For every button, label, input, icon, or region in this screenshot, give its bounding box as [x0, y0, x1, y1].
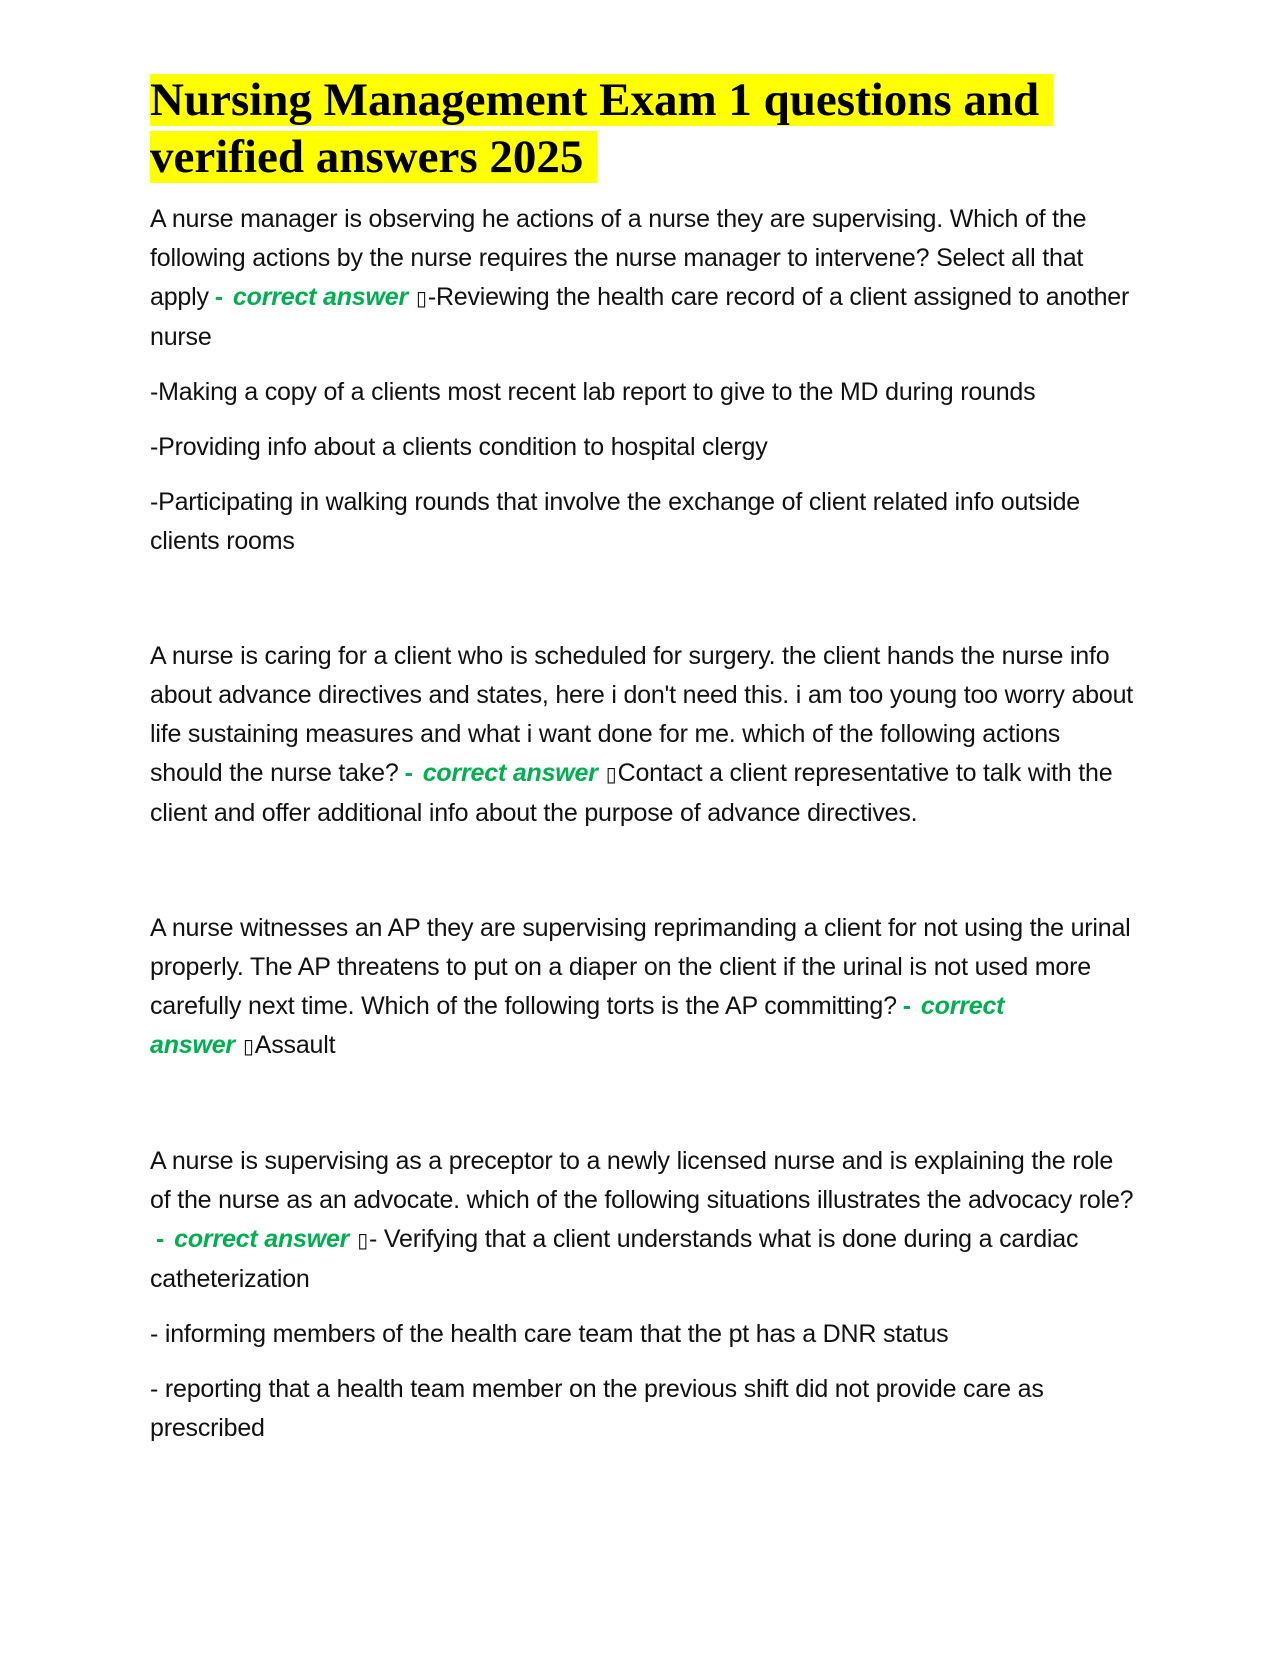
answer-marker-icon: ▯ [605, 762, 617, 786]
answer-dash: - [156, 1225, 165, 1253]
answer-dash: - [404, 759, 413, 787]
answer-marker-icon: ▯ [242, 1034, 254, 1058]
question-4 [150, 1142, 1135, 1299]
correct-answer-label: correct answer [422, 759, 598, 787]
question-3 [150, 909, 1135, 1066]
question-block-4 [150, 1142, 1135, 1448]
answer-option: -Providing info about a clients condition to hospital clergy [150, 433, 768, 461]
question-block-3 [150, 909, 1135, 1066]
correct-answer-label: correct answer [174, 1225, 350, 1253]
correct-answer-label: correct answer [150, 992, 1005, 1059]
question-2 [150, 637, 1135, 833]
answer-text: Assault [254, 1031, 336, 1059]
question-text: A nurse is supervising as a preceptor to a newly licensed nurse and is explaining the role of the nurse as an advocate. which of the following situations illustrates the advocacy role? [150, 1147, 1134, 1214]
question-block-2 [150, 637, 1135, 833]
answer-text: Contact a client representative to talk with the client and offer additional info about the purpose of advance directives. [150, 759, 1113, 827]
question-block-1 [150, 200, 1135, 561]
question-text: A nurse manager is observing he actions of a nurse they are supervising. Which of the following actions by the nurse requires the nurse manager to intervene? Select all that apply [150, 205, 1087, 311]
answer-option: - reporting that a health team member on the previous shift did not provide care as prescribed [150, 1375, 1044, 1442]
answer-option: -Participating in walking rounds that involve the exchange of client related info outside clients rooms [150, 488, 1080, 555]
question-text: A nurse is caring for a client who is scheduled for surgery. the client hands the nurse info about advance directives and states, here i don't need this. i am too young too worry about life sustaining measures and what i want done for me. which of the following actions should the nurse take? [150, 642, 1134, 787]
answer-dash: - [214, 283, 223, 311]
title-highlight: Nursing Management Exam 1 questions and verified answers 2025 [150, 74, 1053, 183]
question-1 [150, 200, 1135, 357]
answer-marker-icon: ▯ [357, 1228, 369, 1252]
answer-marker-icon: ▯ [416, 286, 427, 310]
answer-option: - informing members of the health care team that the pt has a DNR status [150, 1320, 949, 1348]
answer-text: -Reviewing the health care record of a client assigned to another nurse [150, 283, 1130, 351]
question-text: A nurse witnesses an AP they are supervising reprimanding a client for not using the urinal properly. The AP threatens to put on a diaper on the client if the urinal is not used more carefully next time. Which of the following torts is the AP committing? [150, 914, 1131, 1020]
answer-dash: - [902, 992, 911, 1020]
answer-text: - Verifying that a client understands what is done during a cardiac catheterization [150, 1225, 1079, 1293]
document-content [150, 72, 1135, 1448]
correct-answer-label: correct answer [232, 283, 408, 311]
answer-option: -Making a copy of a clients most recent lab report to give to the MD during rounds [150, 378, 1036, 406]
document-title [150, 72, 1135, 186]
